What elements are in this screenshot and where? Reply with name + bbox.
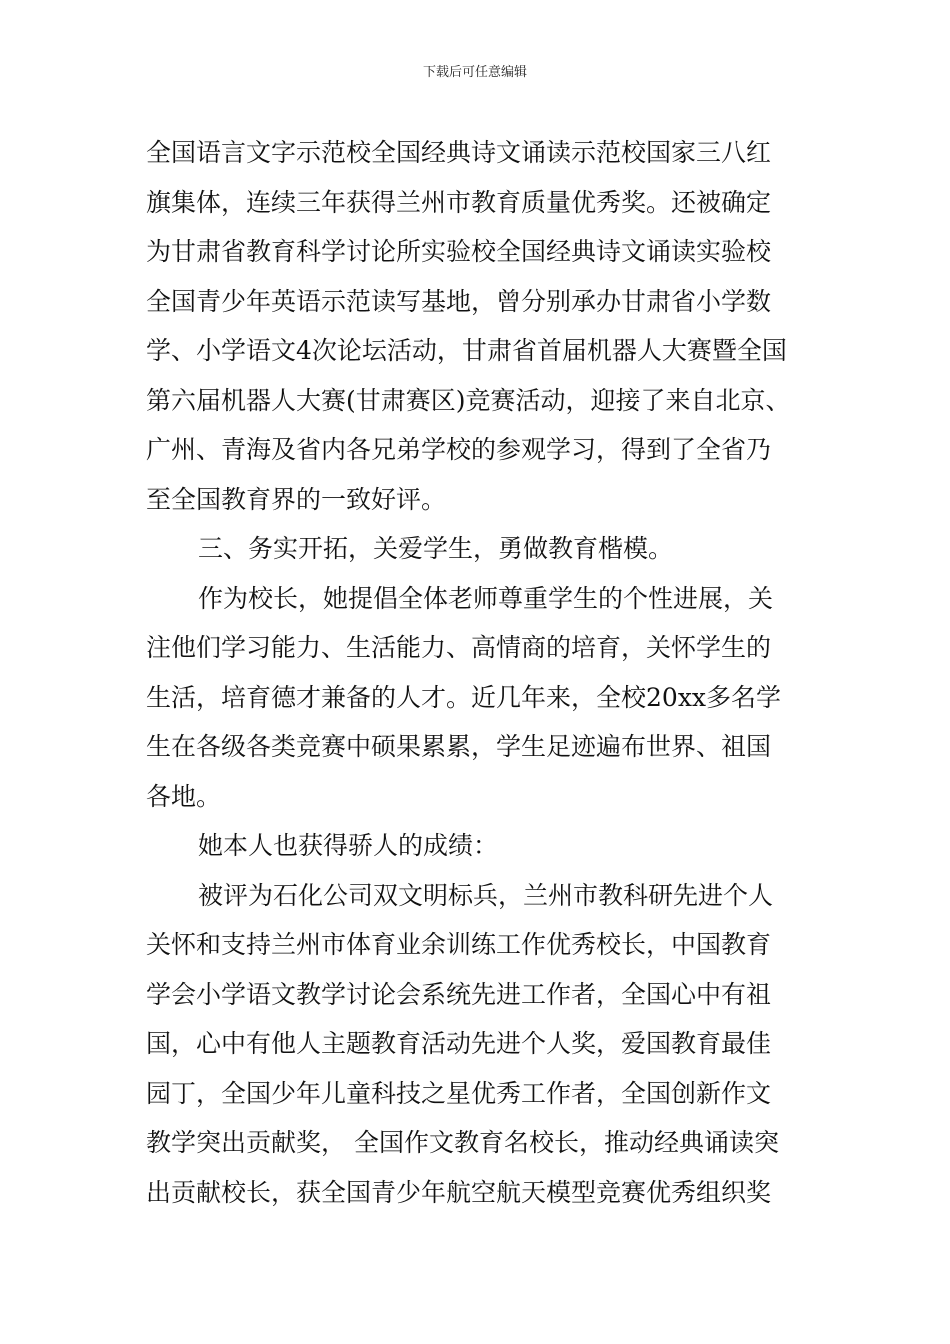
text-line: 至全国教育界的一致好评。 <box>146 484 447 514</box>
text-line: 全国青少年英语示范读写基地，曾分别承办甘肃省小学数 <box>146 286 772 316</box>
text-line: 国，心中有他人主题教育活动先进个人奖，爱国教育最佳 <box>146 1029 772 1058</box>
text-line: 学、小学语文4次论坛活动，甘肃省首届机器人大赛暨全国 <box>146 336 787 365</box>
text-line: 出贡献校长，获全国青少年航空航天模型竞赛优秀组织奖 <box>146 1177 772 1207</box>
paragraph-start: 作为校长，她提倡全体老师尊重学生的个性进展，关 <box>198 583 774 613</box>
text-line: 学会小学语文教学讨论会系统先进工作者，全国心中有祖 <box>146 979 772 1009</box>
text-line: 生活，培育德才兼备的人才。近几年来，全校20xx多名学 <box>146 682 782 712</box>
text-line: 园丁，全国少年儿童科技之星优秀工作者，全国创新作文 <box>146 1078 772 1108</box>
text-line: 广州、青海及省内各兄弟学校的参观学习，得到了全省乃 <box>146 435 772 464</box>
paragraph-start: 她本人也获得骄人的成绩： <box>198 831 499 860</box>
section-heading: 三、务实开拓，关爱学生，勇做教育楷模。 <box>198 534 674 563</box>
text-line: 旗集体，连续三年获得兰州市教育质量优秀奖。还被确定 <box>146 187 772 217</box>
paragraph-start: 被评为石化公司双文明标兵，兰州市教科研先进个人 <box>198 880 774 910</box>
document-body <box>146 128 810 1217</box>
text-line: 关怀和支持兰州市体育业余训练工作优秀校长，中国教育 <box>146 930 772 959</box>
text-line: 各地。 <box>146 781 222 811</box>
text-line: 注他们学习能力、生活能力、高情商的培育，关怀学生的 <box>146 633 772 662</box>
text-line: 为甘肃省教育科学讨论所实验校全国经典诗文诵读实验校 <box>146 237 772 266</box>
text-line: 第六届机器人大赛(甘肃赛区)竞赛活动，迎接了来自北京、 <box>146 385 791 415</box>
page-header-note: 下载后可任意编辑 <box>422 65 527 80</box>
text-line: 生在各级各类竞赛中硕果累累，学生足迹遍布世界、祖国 <box>146 732 772 761</box>
text-line: 全国语言文字示范校全国经典诗文诵读示范校国家三八红 <box>146 138 772 167</box>
text-line: 教学突出贡献奖， 全国作文教育名校长，推动经典诵读突 <box>146 1128 779 1157</box>
